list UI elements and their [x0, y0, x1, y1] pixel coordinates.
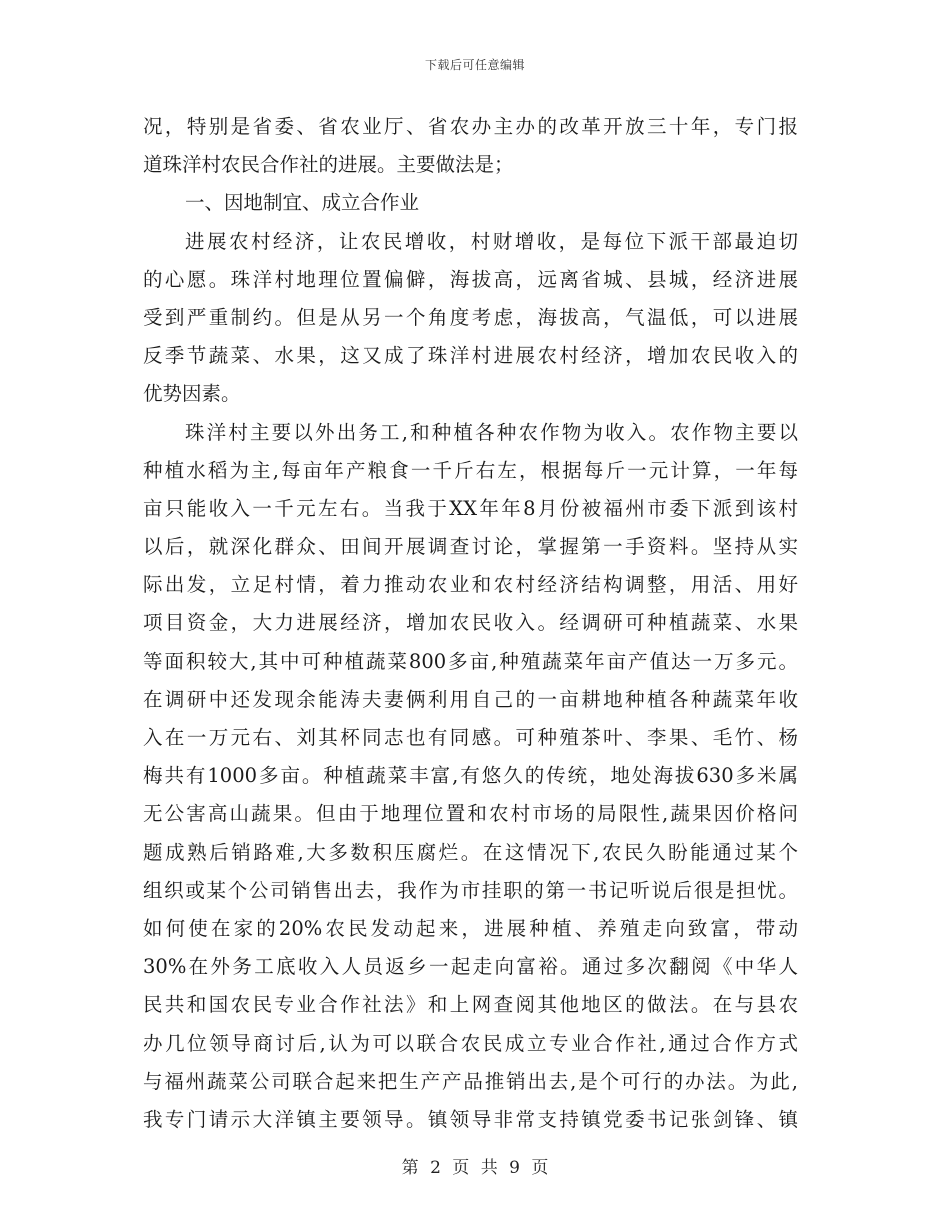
- text-line: 等面积较大,其中可种植蔬菜800多亩,种殖蔬菜年亩产值达一万多元。: [143, 649, 798, 673]
- document-body: [143, 108, 798, 1139]
- text-line: 反季节蔬菜、水果，这又成了珠洋村进展农村经济，增加农民收入的: [143, 344, 798, 368]
- text-line: 题成熟后销路难,大多数积压腐烂。在这情况下,农民久盼能通过某个: [143, 840, 798, 864]
- text-line: 进展农村经济，让农民增收，村财增收，是每位下派干部最迫切: [185, 229, 798, 253]
- text-line: 况，特别是省委、省农业厅、省农办主办的改革开放三十年，专门报: [143, 115, 798, 138]
- text-line: 我专门请示大洋镇主要领导。镇领导非常支持镇党委书记张剑锋、镇: [143, 1107, 798, 1131]
- text-line: 亩只能收入一千元左右。当我于XX年年8月份被福州市委下派到该村: [143, 496, 798, 520]
- text-line: 珠洋村主要以外出务工,和种植各种农作物为收入。农作物主要以: [185, 420, 798, 444]
- page-number-footer: 第 2 页 共 9 页: [401, 1158, 549, 1178]
- text-line: 无公害高山蔬果。但由于地理位置和农村市场的局限性,蔬果因价格问: [143, 802, 798, 826]
- text-line: 道珠洋村农民合作社的进展。主要做法是；: [143, 153, 514, 177]
- text-line: 民共和国农民专业合作社法》和上网查阅其他地区的做法。在与县农: [143, 993, 798, 1017]
- text-line: 组织或某个公司销售出去，我作为市挂职的第一书记听说后很是担忧。: [143, 878, 798, 902]
- text-line: 一、因地制宜、成立合作业: [185, 191, 420, 215]
- text-line: 入在一万元右、刘其杯同志也有同感。可种殖茶叶、李果、毛竹、杨: [143, 726, 798, 749]
- text-line: 的心愿。珠洋村地理位置偏僻，海拔高，远离省城、县城，经济进展: [143, 267, 798, 291]
- page-header: 下载后可任意编辑: [424, 58, 525, 72]
- text-line: 优势因素。: [143, 382, 241, 406]
- text-line: 如何使在家的20%农民发动起来，进展种植、养殖走向致富，带动: [143, 916, 798, 940]
- text-line: 在调研中还发现余能涛夫妻俩利用自己的一亩耕地种植各种蔬菜年收: [143, 687, 798, 711]
- text-line: 30%在外务工底收入人员返乡一起走向富裕。通过多次翻阅《中华人: [143, 955, 798, 979]
- text-line: 项目资金，大力进展经济，增加农民收入。经调研可种植蔬菜、水果: [143, 611, 798, 635]
- text-line: 梅共有1000多亩。种植蔬菜丰富,有悠久的传统，地处海拔630多米属: [143, 764, 798, 788]
- text-line: 种植水稻为主,每亩年产粮食一千斤右左，根据每斤一元计算，一年每: [143, 458, 798, 482]
- text-line: 受到严重制约。但是从另一个角度考虑，海拔高，气温低，可以进展: [143, 305, 798, 329]
- text-line: 际出发，立足村情，着力推动农业和农村经济结构调整，用活、用好: [143, 573, 798, 597]
- text-line: 与福州蔬菜公司联合起来把生产产品推销出去,是个可行的办法。为此,: [143, 1069, 798, 1093]
- text-line: 办几位领导商讨后,认为可以联合农民成立专业合作社,通过合作方式: [143, 1031, 798, 1055]
- text-line: 以后，就深化群众、田间开展调查讨论，掌握第一手资料。坚持从实: [143, 535, 798, 559]
